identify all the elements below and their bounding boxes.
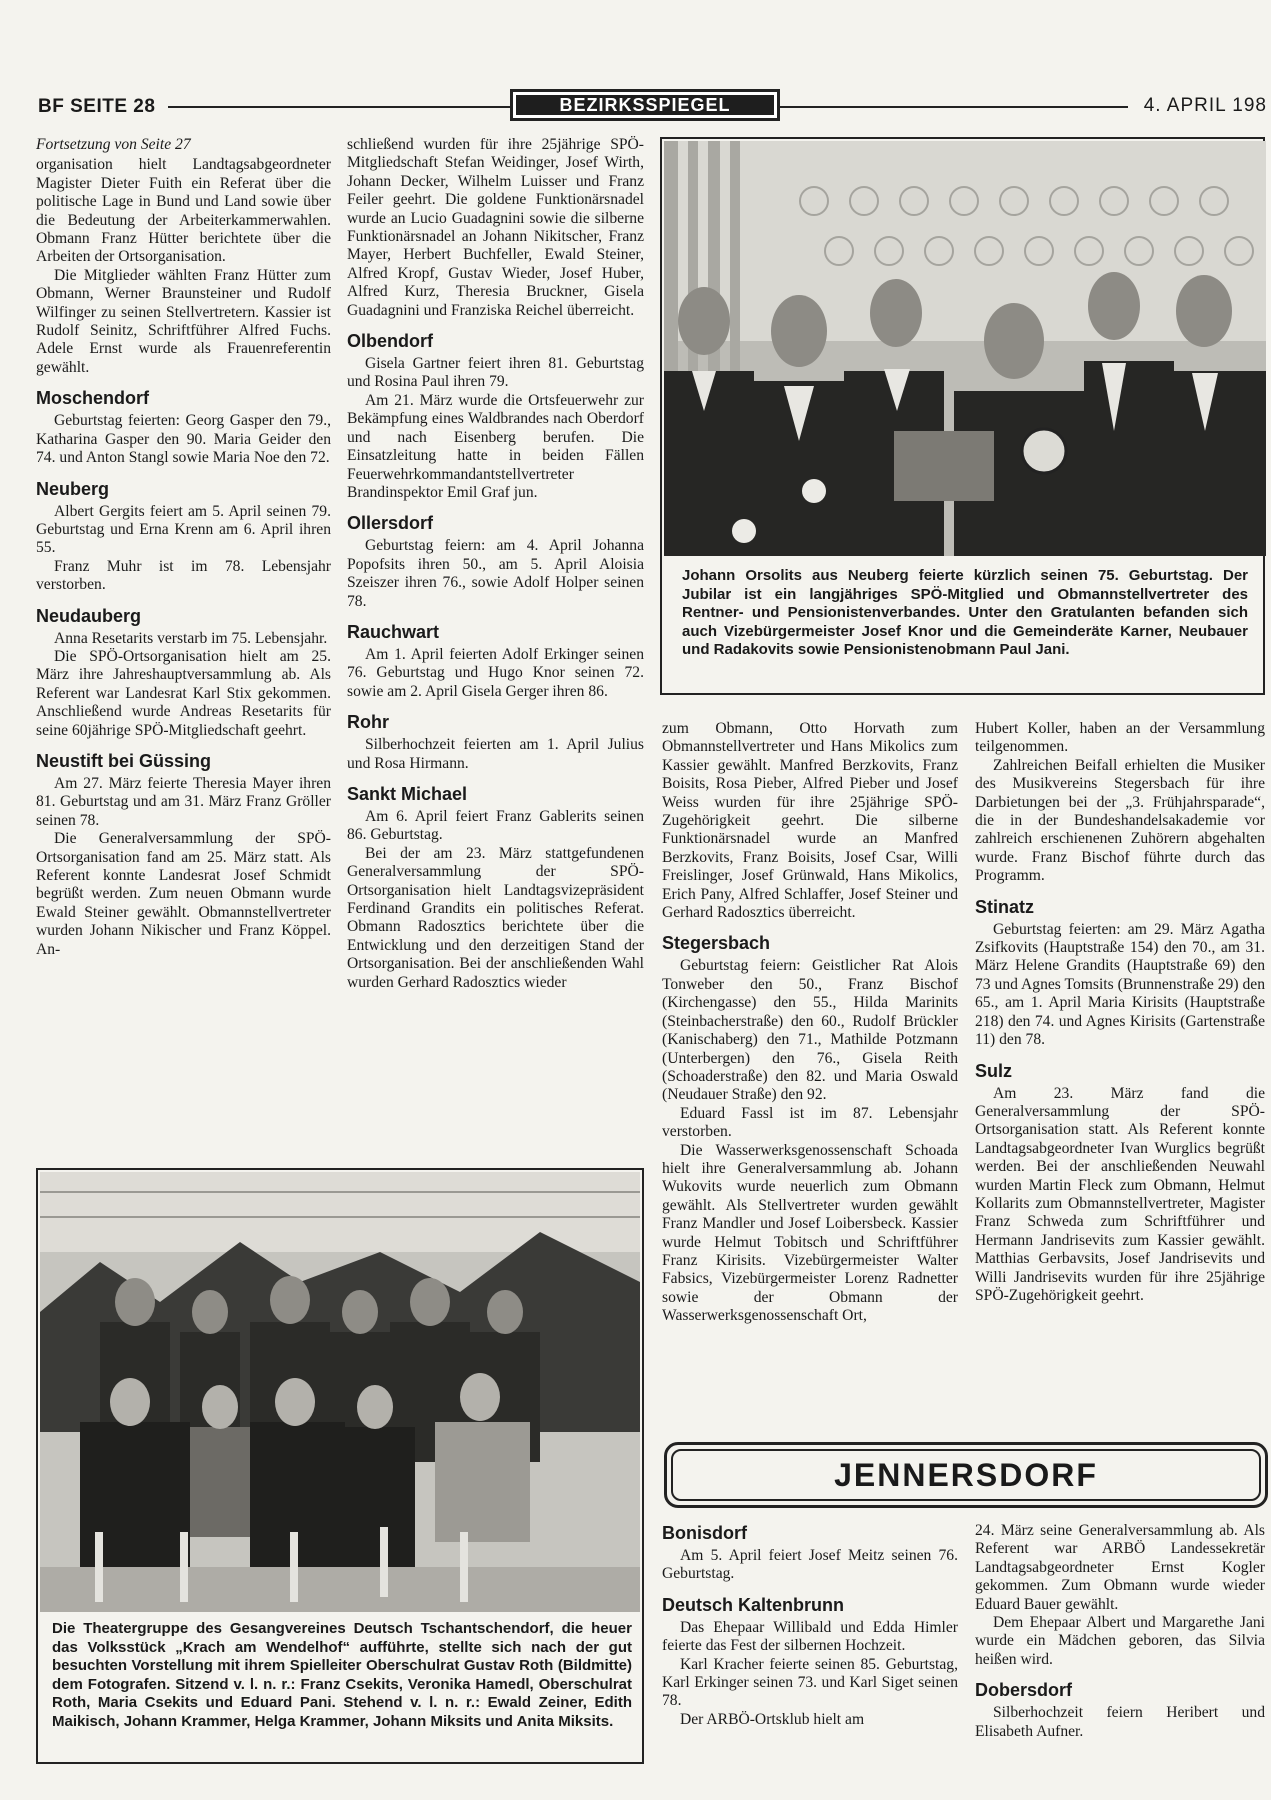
article-text: Geburtstag feierten: am 29. März Agatha Zsifkovits (Hauptstraße 154) den 70., am 31. März Helene Grandits (Hauptstraße 69) den 73 und Agnes Tomsits (Brunnenstraße 29) den 65., am 1. April Maria Kirisits (Hauptstraße 218) den 74. und Agnes Kirisits (Gartenstraße 11) den 78. bbox=[975, 920, 1265, 1049]
article-text: zum Obmann, Otto Horvath zum Obmannstellvertreter und Hans Mikolics zum Kassier gewählt. Manfred Berzkovits, Franz Boisits, Rosa Pieber, Alfred Pieber und Josef Weiss wurden für ihre 25jährige SPÖ-Zugehörigkeit geehrt. Die silberne Funktionärsnadel wurde an Manfred Berzkovits, Franz Boisits, Josef Csar, Willi Freislinger, Josef Grünwald, Hans Mikolics, Erich Pany, Alfred Schlaffer, Josef Steiner und Gerhard Radosztics überreicht. bbox=[662, 720, 958, 922]
article-text: Am 27. März feierte Theresia Mayer ihren 81. Geburtstag und am 31. März Franz Gröller seinen 78. bbox=[36, 774, 331, 829]
issue-date: 4. APRIL 198 bbox=[1143, 95, 1267, 116]
photo-birthday-caption: Johann Orsolits aus Neuberg feierte kürzlich seinen 75. Geburtstag. Der Jubilar ist ein langjähriges SPÖ-Mitglied und Obmannstellvertreter des Rentner- und Pensionistenverbandes. Unter den Gratulanten befanden sich auch Vizebürgermeister Josef Knor und die Gemeinderäte Karner, Neubauer und Radakovits sowie Pensionistenobmann Paul Jani. bbox=[682, 567, 1248, 658]
section-heading: Stegersbach bbox=[662, 933, 771, 954]
section-heading: Rohr bbox=[347, 712, 389, 733]
photo-birthday-image bbox=[664, 141, 1266, 556]
jennersdorf-column-1 bbox=[662, 1522, 958, 1729]
column-4 bbox=[975, 720, 1265, 1305]
article-text: Das Ehepaar Willibald und Edda Himler feierte das Fest der silbernen Hochzeit. bbox=[662, 1618, 958, 1655]
article-text: Die Generalversammlung der SPÖ-Ortsorganisation fand am 25. März statt. Als Referent konnte Landesrat Josef Schmidt begrüßt werden. Zum neuen Obmann wurde Ewald Steiner gewählt. Obmannstellvertreter wurden Johann Nikischer und Franz Köppel. An- bbox=[36, 830, 331, 958]
article-text: Die Mitglieder wählten Franz Hütter zum Obmann, Werner Braunsteiner und Rudolf Wilfinger zu seinen Stellvertretern. Kassier ist Rudolf Seinitz, Schriftführer Alfred Fuchs. Adele Ernst wurde als Frauenreferentin gewählt. bbox=[36, 266, 331, 376]
article-text: Zahlreichen Beifall erhielten die Musiker des Musikvereins Stegersbach für ihre Darbietungen bei der „3. Frühjahrsparade“, die in der Bundeshandelsakademie vor zahlreich erschienenen Zuhörern abgehalten wurde. Franz Bischof führte durch das Programm. bbox=[975, 756, 1265, 885]
article-text: Am 23. März fand die Generalversammlung der SPÖ-Ortsorganisation statt. Als Referent konnte Landtagsabgeordneter Ivan Wurglics begrüßt werden. Bei der anschließenden Neuwahl wurden Martin Fleck zum Obmann, Helmut Kollarits zum Obmannstellvertreter, Magister Franz Schweda zum Schriftführer und Hermann Jandrisevits zum Kassier gewählt. Matthias Gerbavsits, Josef Jandrisevits und Willi Jandrisevits wurden für ihre 25jährige SPÖ-Zugehörigkeit geehrt. bbox=[975, 1084, 1265, 1304]
section-heading: Neuberg bbox=[36, 478, 110, 499]
section-heading: Sulz bbox=[975, 1060, 1013, 1081]
article-text: Am 6. April feiert Franz Gablerits seinen 86. Geburtstag. bbox=[347, 807, 644, 844]
photo-theatre bbox=[40, 1172, 640, 1612]
article-text: Die SPÖ-Ortsorganisation hielt am 25. März ihre Jahreshauptversammlung ab. Als Referent war Landesrat Karl Stix gekommen. Anschließend wurde Andreas Resetarits für seine 60jährige SPÖ-Mitgliedschaft geehrt. bbox=[36, 647, 331, 739]
article-text: Gisela Gartner feiert ihren 81. Geburtstag und Rosina Paul ihren 79. bbox=[347, 355, 644, 391]
photo-theatre-caption: Die Theatergruppe des Gesangvereines Deutsch Tschantschendorf, die heuer das Volksstück „Krach am Wendelhof“ aufführte, stellte sich nach der gut besuchten Vorstellung mit ihrem Spielleiter Oberschulrat Gustav Roth (Bildmitte) dem Fotografen. Sitzend v. l. n. r.: Franz Csekits, Veronika Hamedl, Oberschulrat Roth, Maria Csekits und Eduard Pani. Stehend v. l. n. r.: Ewald Zeiner, Edith Maikisch, Johann Krammer, Helga Krammer, Johann Miksits und Anita Miksits. bbox=[52, 1620, 632, 1730]
column-2 bbox=[347, 136, 644, 992]
section-heading: Ollersdorf bbox=[347, 513, 434, 534]
section-banner bbox=[664, 1442, 1268, 1508]
jennersdorf-column-2 bbox=[975, 1522, 1265, 1741]
article-text: Karl Kracher feierte seinen 85. Geburtstag, Karl Erkinger seinen 73. und Karl Siget seinen 78. bbox=[662, 1655, 958, 1710]
article-text: Franz Muhr ist im 78. Lebensjahr verstorben. bbox=[36, 557, 331, 594]
section-heading: Sankt Michael bbox=[347, 783, 468, 804]
section-heading: Moschendorf bbox=[36, 388, 150, 409]
column-3 bbox=[662, 720, 958, 1326]
article-text: Anna Resetarits verstarb im 75. Lebensjahr. bbox=[54, 629, 328, 647]
article-text: Geburtstag feierten: Georg Gasper den 79., Katharina Gasper den 90. Maria Geider den 74. und Anton Stangl sowie Maria Noe den 72. bbox=[36, 412, 331, 467]
article-text: Geburtstag feiern: am 4. April Johanna Popofsits ihren 50., am 5. April Aloisia Szeiszer ihren 76., sowie Adolf Holper seinen 78. bbox=[347, 537, 644, 610]
article-text: Silberhochzeit feierten am 1. April Julius und Rosa Hirmann. bbox=[347, 736, 644, 772]
section-heading: Olbendorf bbox=[347, 331, 433, 352]
masthead-title: BEZIRKSSPIEGEL bbox=[516, 95, 774, 115]
section-heading: Neudauberg bbox=[36, 605, 142, 626]
section-heading: Rauchwart bbox=[347, 621, 440, 642]
header-rule-right bbox=[780, 106, 1128, 108]
article-text: Dem Ehepaar Albert und Margarethe Jani wurde ein Mädchen geboren, das Silvia heißen wird. bbox=[975, 1614, 1265, 1668]
article-text: 24. März seine Generalversammlung ab. Als Referent war ARBÖ Landessekretär Landtagsabgeordneter Ernst Kogler gekommen. Zum Obmann wurde wieder Eduard Bauer gewählt. bbox=[975, 1522, 1265, 1613]
masthead bbox=[510, 89, 780, 121]
article-text: Am 21. März wurde die Ortsfeuerwehr zur Bekämpfung eines Waldbrandes nach Oberdorf und nach Eisenberg berufen. Die Einsatzleitung hatte in beiden Fällen Feuerwehrkommandantstellvertreter Brandinspektor Emil Graf jun. bbox=[347, 391, 644, 501]
article-text: Am 1. April feierten Adolf Erkinger seinen 76. Geburtstag und Hugo Knor seinen 72. sowie am 2. April Gisela Gerger ihren 86. bbox=[347, 645, 644, 700]
section-heading: Bonisdorf bbox=[662, 1523, 747, 1543]
section-title: JENNERSDORF bbox=[671, 1449, 1261, 1501]
header-rule-left bbox=[168, 106, 510, 108]
article-text: Bei der am 23. März stattgefundenen Generalversammlung der SPÖ-Ortsorganisation hielt Landtagsvizepräsident Ferdinand Grandits ein politisches Referat. Obmann Radosztics berichtete über die Entwicklung und den derzeitigen Stand der Ortsorganisation. Bei der anschließenden Wahl wurden Gerhard Radosztics wieder bbox=[347, 844, 644, 991]
article-text: Am 5. April feiert Josef Meitz seinen 76. Geburtstag. bbox=[662, 1547, 958, 1583]
column-1 bbox=[36, 136, 331, 959]
page-number: BF SEITE 28 bbox=[38, 96, 156, 117]
article-text: schließend wurden für ihre 25jährige SPÖ-Mitgliedschaft Stefan Weidinger, Josef Wirth, Johann Decker, Wilhelm Luisser und Franz Feiler geehrt. Die goldene Funktionärsnadel wurde an Lucio Guadagnini sowie die silberne Funktionärsnadel an Johann Nikitscher, Franz Mayer, Herbert Buchfeller, Ewald Steiner, Alfred Kropf, Gustav Wieder, Josef Huber, Alfred Kurz, Theresia Bruckner, Gisela Guadagnini und Franziska Reichel überreicht. bbox=[347, 136, 644, 319]
section-heading: Neustift bei Güssing bbox=[36, 750, 212, 771]
section-heading: Dobersdorf bbox=[975, 1680, 1073, 1701]
photo-theatre-image bbox=[40, 1172, 640, 1612]
article-text: Hubert Koller, haben an der Versammlung teilgenommen. bbox=[975, 720, 1265, 756]
section-heading: Stinatz bbox=[975, 896, 1035, 917]
article-text: Silberhochzeit feiern Heribert und Elisabeth Aufner. bbox=[975, 1704, 1265, 1740]
article-text: Eduard Fassl ist im 87. Lebensjahr verstorben. bbox=[662, 1104, 958, 1141]
article-text: organisation hielt Landtagsabgeordneter Magister Dieter Fuith ein Referat über die politische Lage in Bund und Land sowie über die Bedeutung der Arbeiterkammerwahlen. Obmann Franz Hütter berichtete über die Arbeiten der Ortsorganisation. bbox=[36, 156, 331, 266]
article-text: Geburtstag feiern: Geistlicher Rat Alois Tonweber den 50., Franz Bischof (Kirchengasse) den 55., Hilda Marinits (Steinbacherstraße) den 60., Rudolf Brückler (Kanischaberg) den 71., Mathilde Potzmann (Unterbergen) den 76., Gisela Reith (Schoaderstraße) den 82. und Maria Oswald (Neudauer Straße) den 92. bbox=[662, 957, 958, 1104]
continuation-note: Fortsetzung von Seite 27 bbox=[36, 136, 191, 153]
photo-birthday bbox=[664, 141, 1266, 556]
article-text: Der ARBÖ-Ortsklub hielt am bbox=[680, 1710, 865, 1728]
section-heading: Deutsch Kaltenbrunn bbox=[662, 1594, 845, 1615]
article-text: Die Wasserwerksgenossenschaft Schoada hielt ihre Generalversammlung ab. Johann Wukovits wurde neuerlich zum Obmann gewählt. Als Stellvertreter wurden gewählt Franz Mandler und Josef Loibersbeck. Kassier wurde Helmut Tobitsch und Schriftführer Franz Kirisits. Vizebürgermeister Walter Fabsics, Vizebürgermeister Lorenz Radnetter sowie der Obmann der Wasserwerksgenossenschaft Ort, bbox=[662, 1141, 958, 1325]
article-text: Albert Gergits feiert am 5. April seinen 79. Geburtstag und Erna Krenn am 6. April ihren 55. bbox=[36, 502, 331, 557]
